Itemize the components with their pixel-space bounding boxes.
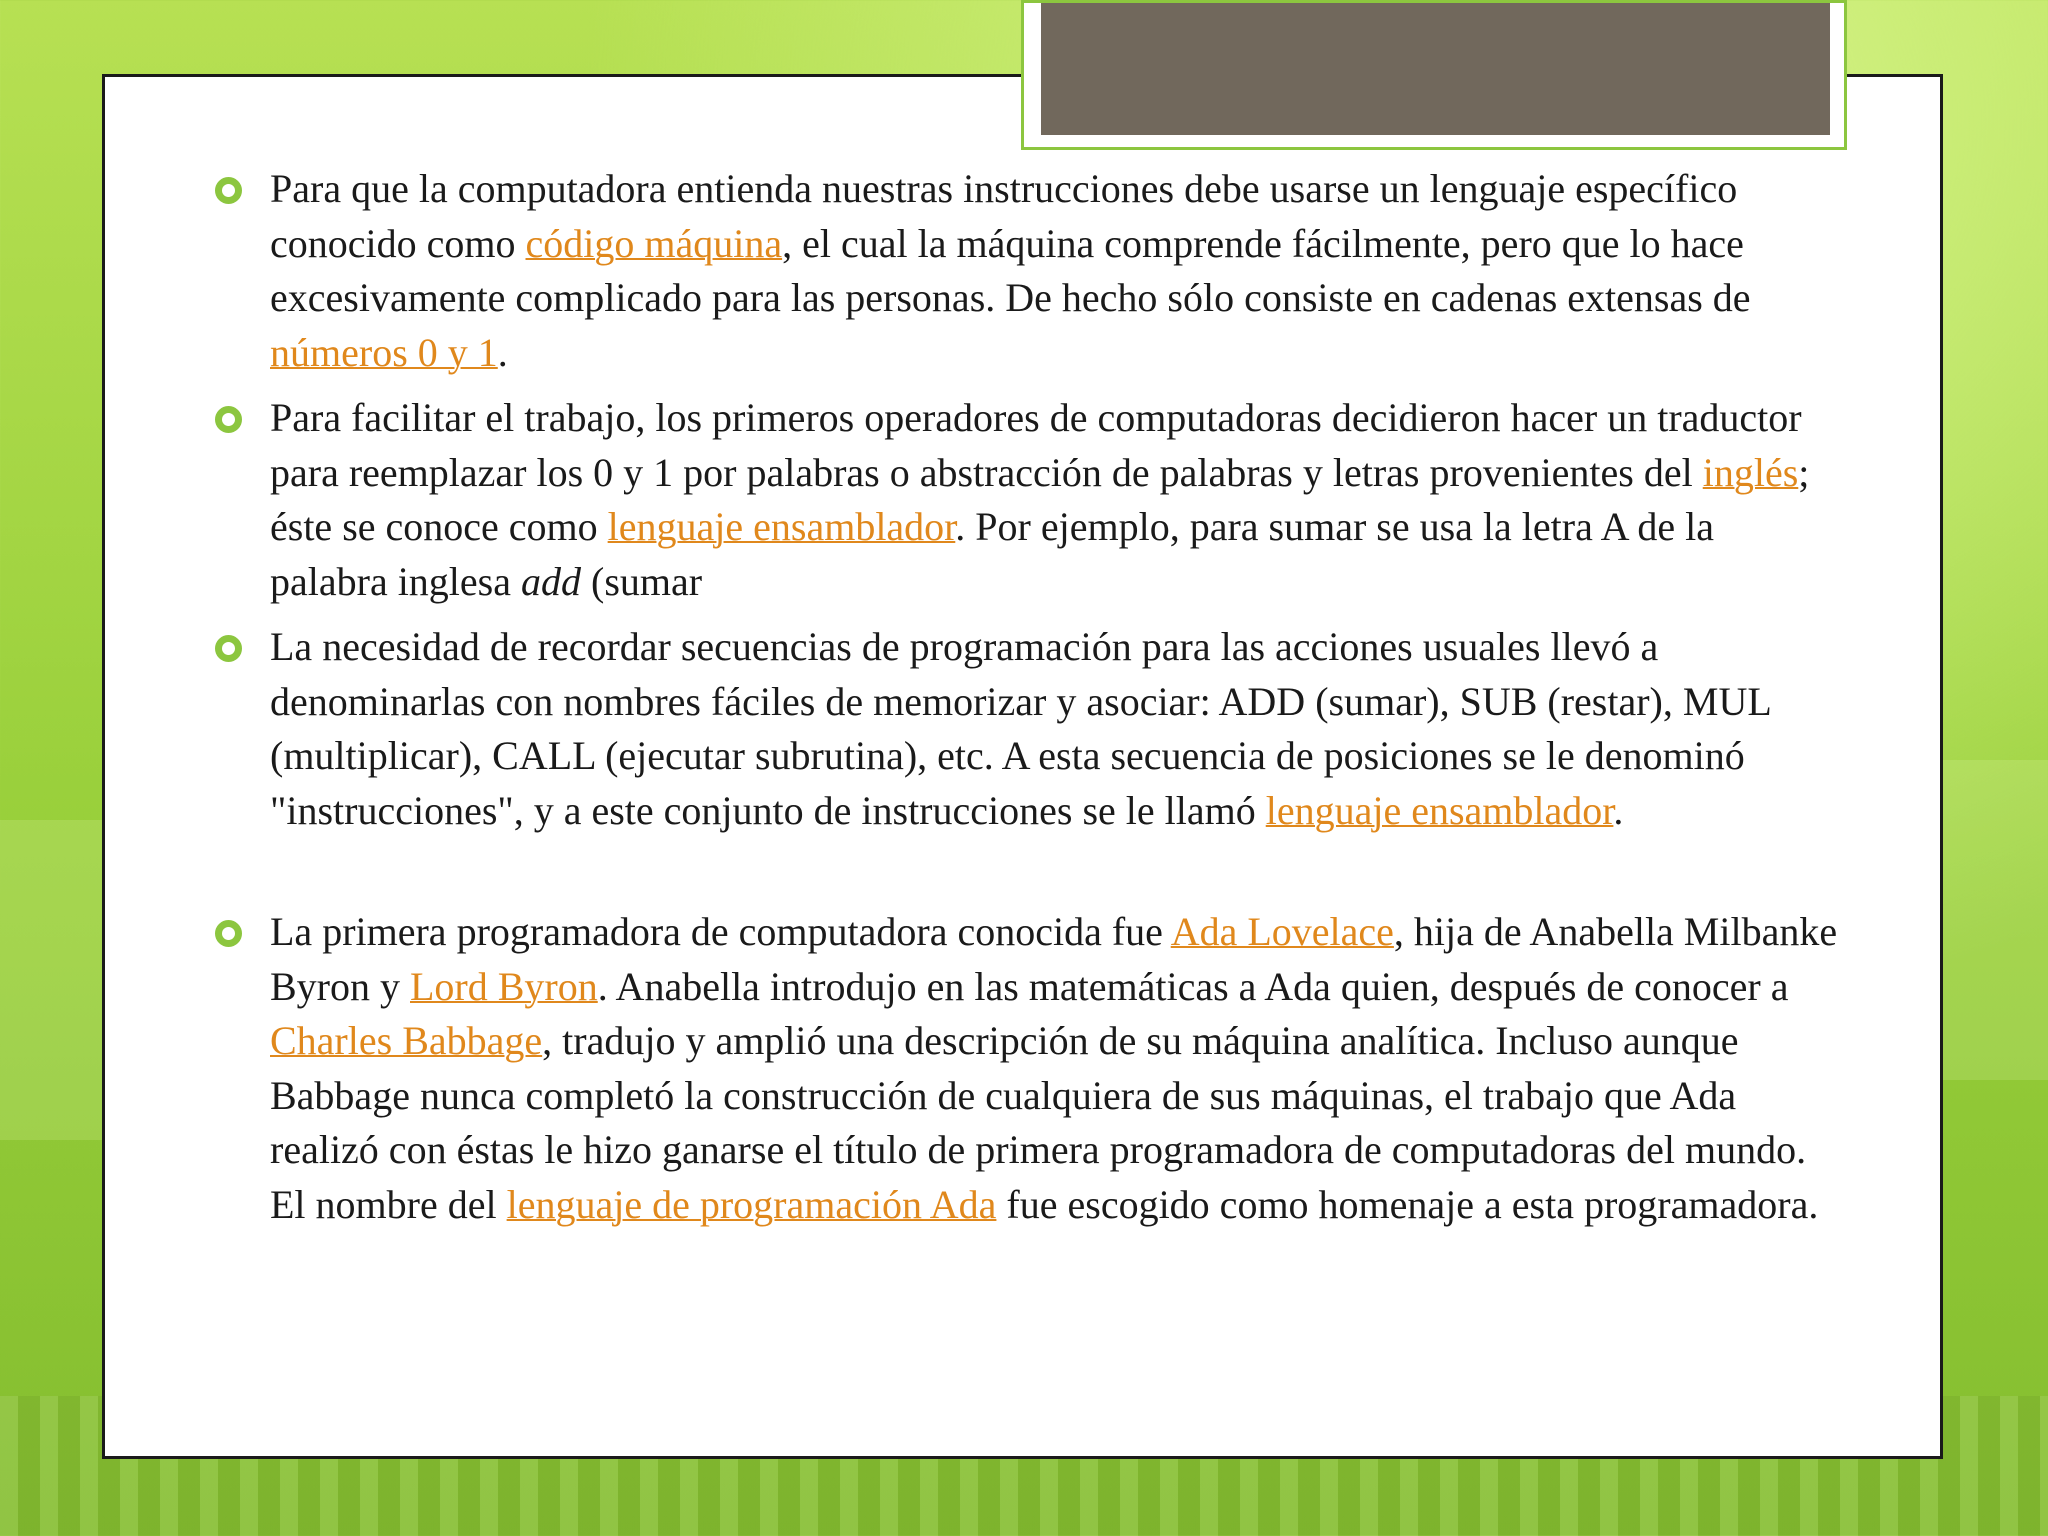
link-lord-byron[interactable]: Lord Byron [410, 963, 598, 1009]
text-run: (sumar [581, 558, 703, 604]
bullet-text [270, 624, 1770, 833]
text-run: . Anabella introdujo en las matemáticas a Ada quien, después de conocer a [597, 963, 1789, 1009]
text-run: Para que la computadora entienda nuestras instrucciones debe usarse un lenguaje específico conocido como [270, 166, 1738, 266]
text-run: , hija de Anabella Milbanke Byron y [270, 909, 1838, 1009]
link-codigo-maquina[interactable]: código máquina [525, 220, 783, 266]
bullet-text [270, 395, 1809, 604]
text-run: , el cual la máquina comprende fácilmente, pero que lo hace excesivamente complicado para las personas. De hecho sólo consiste en cadenas extensas de [270, 220, 1751, 320]
link-lenguaje-ensamblador[interactable]: lenguaje ensamblador [1265, 787, 1614, 833]
text-run: La primera programadora de computadora conocida fue [270, 909, 1171, 954]
text-run: . [497, 329, 508, 375]
link-lenguaje-ensamblador[interactable]: lenguaje ensamblador [607, 504, 956, 549]
bullet-text [270, 909, 1837, 1227]
circle-bullet-icon [215, 920, 242, 947]
link-ada-lovelace[interactable]: Ada Lovelace [1170, 909, 1394, 954]
text-run: . [1613, 787, 1624, 833]
text-run: La necesidad de recordar secuencias de programación para las acciones usuales llevó a denominarlas con nombres fáciles de memorizar y asociar: ADD (sumar), SUB (restar), MUL (multiplicar), CALL (ejecutar subrutina), etc. A esta secuencia de posiciones se le denominó "instrucciones", y a este conjunto de instrucciones se le llamó [270, 624, 1771, 833]
bullet-item [270, 162, 1840, 380]
bullet-list [270, 162, 1840, 1232]
text-run: ; éste se conoce como [270, 449, 1810, 549]
link-charles-babbage[interactable]: Charles Babbage [270, 1018, 543, 1063]
link-lenguaje-ada[interactable]: lenguaje de programación Ada [506, 1181, 997, 1227]
circle-bullet-icon [215, 406, 242, 433]
circle-bullet-icon [215, 177, 242, 204]
text-run: Para facilitar el trabajo, los primeros operadores de computadoras decidieron hacer un traductor para reemplazar los 0 y 1 por palabras o abstracción de palabras y letras provenientes del [270, 395, 1802, 495]
circle-bullet-icon [215, 635, 242, 662]
link-ingles[interactable]: inglés [1702, 449, 1799, 495]
title-bar [1021, 0, 1847, 150]
bullet-text [270, 166, 1751, 375]
title-bar-fill [1041, 3, 1830, 135]
bullet-item [270, 391, 1840, 609]
bullet-item [270, 620, 1840, 838]
text-run: , tradujo y amplió una descripción de su máquina analítica. Incluso aunque Babbage nunca completó la construcción de cualquiera de sus máquinas, el trabajo que Ada realizó con éstas le hizo ganarse el título de primera programadora de computadoras del mundo. El nombre del [270, 1018, 1807, 1227]
text-run: fue escogido como homenaje a esta programadora. [996, 1181, 1819, 1227]
text-run-italic: add [521, 558, 581, 604]
link-numeros-0-y-1[interactable]: números 0 y 1 [270, 329, 498, 375]
text-run: . Por ejemplo, para sumar se usa la letra A de la palabra inglesa [270, 504, 1714, 604]
bullet-item [270, 905, 1840, 1232]
